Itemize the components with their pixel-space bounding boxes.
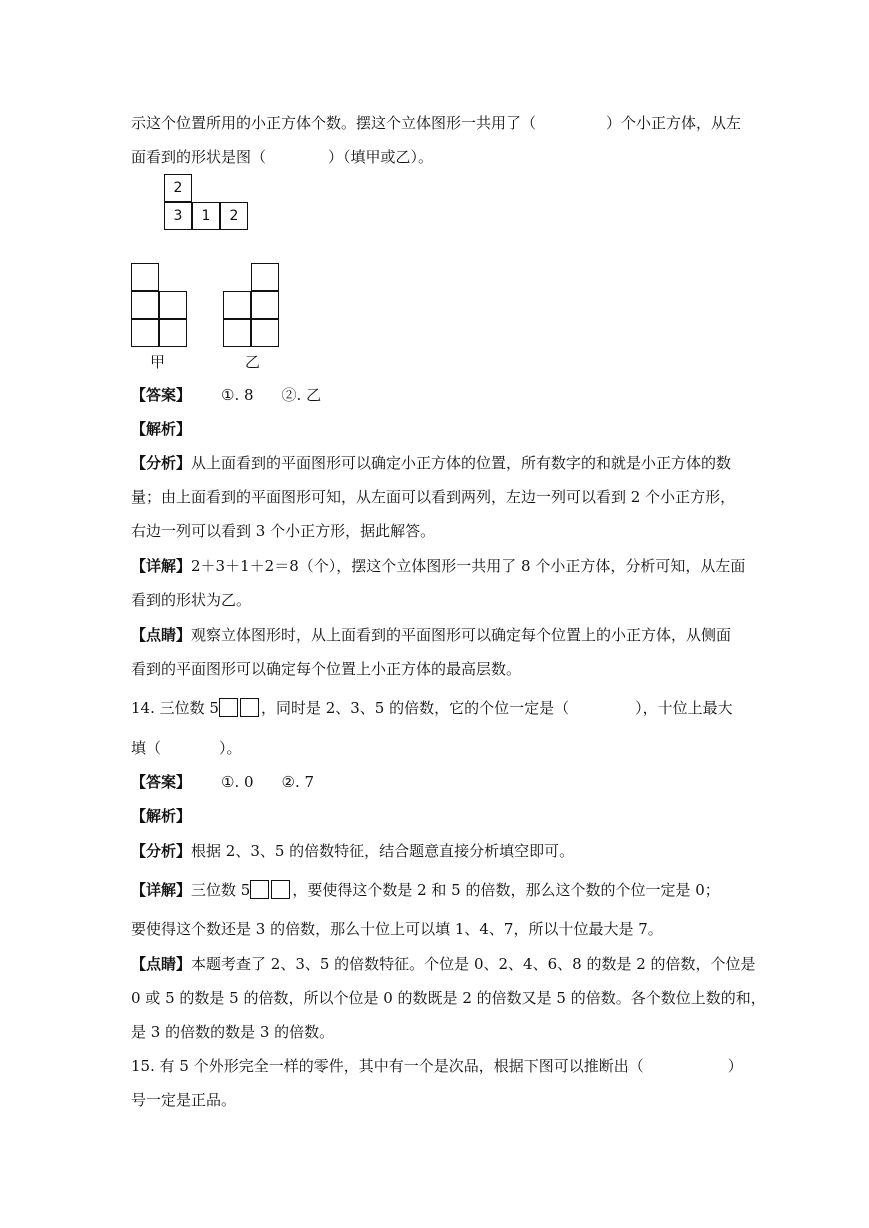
jiexi-tag: 【解析】 xyxy=(131,807,192,825)
q13-line1-b: ）个小正方体，从左 xyxy=(606,114,742,132)
square xyxy=(251,319,279,347)
dianjing-tag: 【点睛】 xyxy=(131,626,192,644)
q15-stem-1b: ） xyxy=(727,1057,743,1075)
q13-line2-b: ）（填甲或乙）。 xyxy=(328,148,434,166)
top-view-figure xyxy=(164,174,250,232)
q13-dianjing-line-1 xyxy=(131,625,731,645)
figure-yi-label: 乙 xyxy=(245,353,261,371)
top-view-cell: 2 xyxy=(220,202,248,230)
fenxi-text: 从上面看到的平面图形可以确定小正方体的位置，所有数字的和就是小正方体的数 xyxy=(191,454,732,472)
q14-xiangjie-line-1 xyxy=(131,880,720,900)
xiangjie-tag: 【详解】 xyxy=(131,557,192,575)
answer-tag: 【答案】 xyxy=(131,386,192,404)
square xyxy=(251,263,279,291)
digit-box xyxy=(250,880,269,899)
square xyxy=(131,319,159,347)
q13-line2-a: 面看到的形状是图（ xyxy=(131,148,267,166)
fenxi-tag: 【分析】 xyxy=(131,454,192,472)
answer-value-1: ①. 8 xyxy=(221,386,254,404)
fenxi-text: 根据 2、3、5 的倍数特征，结合题意直接分析填空即可。 xyxy=(191,842,575,860)
digit-box xyxy=(240,698,259,717)
q13-line-1 xyxy=(131,113,741,133)
q14-stem-c: ），十位上最大 xyxy=(635,699,733,717)
square xyxy=(131,291,159,319)
q15-stem-1a: 15. 有 5 个外形完全一样的零件，其中有一个是次品，根据下图可以推断出（ xyxy=(131,1057,644,1075)
figure-yi xyxy=(223,263,281,349)
q13-jiexi xyxy=(131,419,191,439)
q15-stem-line-1 xyxy=(131,1056,743,1076)
q14-stem-line-2 xyxy=(131,738,242,758)
xiangjie-tag: 【详解】 xyxy=(131,881,192,899)
q13-answer xyxy=(131,385,321,405)
q13-line1-a: 示这个位置所用的小正方体个数。摆这个立体图形一共用了（ xyxy=(131,114,537,132)
q14-fenxi xyxy=(131,841,574,861)
xiangjie-text: 2＋3＋1＋2＝8（个），摆这个立体图形一共用了 8 个小正方体，分析可知，从左面 xyxy=(191,557,746,575)
q14-stem-2a: 填（ xyxy=(131,739,162,757)
top-view-cell: 1 xyxy=(192,202,220,230)
answer-tag: 【答案】 xyxy=(131,773,192,791)
q15-stem-line-2: 号一定是正品。 xyxy=(131,1091,237,1109)
square xyxy=(159,319,187,347)
q13-xiangjie-line-1 xyxy=(131,556,745,576)
q14-stem-b: ，同时是 2、3、5 的倍数，它的个位一定是（ xyxy=(260,699,570,717)
square xyxy=(131,263,159,291)
dianjing-tag: 【点睛】 xyxy=(131,955,192,973)
dianjing-text: 本题考查了 2、3、5 的倍数特征。个位是 0、2、4、6、8 的数是 2 的倍数，个位是 xyxy=(191,955,756,973)
q13-dianjing-line-2: 看到的平面图形可以确定每个位置上小正方体的最高层数。 xyxy=(131,660,522,678)
q14-jiexi xyxy=(131,806,191,826)
q13-line-2 xyxy=(131,147,433,167)
answer-value-2: ②. 7 xyxy=(281,773,315,791)
q13-fenxi-line-2: 量；由上面看到的平面图形可知，从左面可以看到两列，左边一列可以看到 2 个小正方形， xyxy=(131,488,736,506)
xiangjie-text-b: ，要使得这个数是 2 和 5 的倍数，那么这个数的个位一定是 0； xyxy=(292,881,720,899)
q14-xiangjie-line-2: 要使得这个数还是 3 的倍数，那么十位上可以填 1、4、7，所以十位最大是 7。 xyxy=(131,920,663,938)
digit-box xyxy=(219,698,238,717)
q14-dianjing-line-1 xyxy=(131,954,756,974)
q14-stem-line-1 xyxy=(131,698,733,718)
q14-stem-2b: ）。 xyxy=(219,739,242,757)
jiexi-tag: 【解析】 xyxy=(131,420,192,438)
answer-value-1: ①. 0 xyxy=(221,773,254,791)
fenxi-tag: 【分析】 xyxy=(131,842,192,860)
top-view-cell: 2 xyxy=(164,174,192,202)
figure-jia-label: 甲 xyxy=(150,353,166,371)
square xyxy=(251,291,279,319)
dianjing-text: 观察立体图形时，从上面看到的平面图形可以确定每个位置上的小正方体，从侧面 xyxy=(191,626,732,644)
q13-fenxi-line-1 xyxy=(131,453,731,473)
q13-fenxi-line-3: 右边一列可以看到 3 个小正方形，据此解答。 xyxy=(131,522,436,540)
q13-xiangjie-line-2: 看到的形状为乙。 xyxy=(131,591,252,609)
top-view-cell: 3 xyxy=(164,202,192,230)
q14-dianjing-line-2: 0 或 5 的数是 5 的倍数，所以个位是 0 的数既是 2 的倍数又是 5 的倍数。各个数位上数的和， xyxy=(131,989,766,1007)
q14-dianjing-line-3: 是 3 的倍数的数是 3 的倍数。 xyxy=(131,1023,335,1041)
q14-stem-a: 14. 三位数 5 xyxy=(131,699,219,717)
square xyxy=(223,319,251,347)
digit-box xyxy=(271,880,290,899)
q14-answer xyxy=(131,772,314,792)
figure-jia xyxy=(131,263,189,349)
square xyxy=(223,291,251,319)
xiangjie-text-a: 三位数 5 xyxy=(191,881,251,899)
answer-value-2: ②. 乙 xyxy=(281,386,322,404)
square xyxy=(159,291,187,319)
